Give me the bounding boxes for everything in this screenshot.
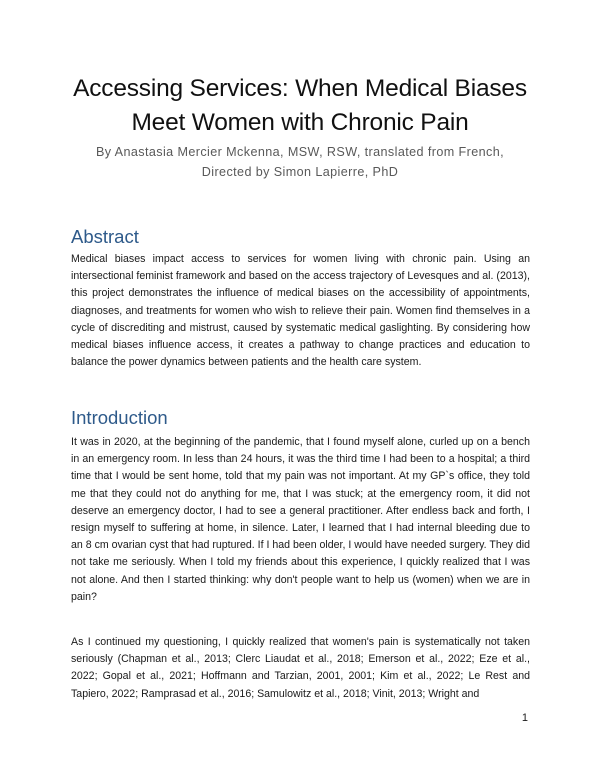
introduction-heading: Introduction [71, 407, 168, 428]
introduction-paragraph-1: It was in 2020, at the beginning of the pandemic, that I found myself alone, curled up on a bench in an emergency room. In less than 24 hours, it was the third time I had been to a hospital; a third time that I would be sent home, told that my pain was not important. At my GP`s office, they told me that they could not do anything for me, that I was stuck; at the emergency room, it did not deserve an emergency doctor, I had to see a general practitioner. After endless back and forth, I resign myself to suffering at home, in silence. Later, I learned that I had internal bleeding due to an 8 cm ovarian cyst that had ruptured. If I had been older, I would have needed surgery. They did not take me seriously. When I told my friends about this experience, I quickly realized that I was not alone. And then I started thinking: why don't people want to help us (women) when we are in pain? [71, 436, 530, 603]
document-title [40, 72, 560, 140]
byline-line-1: By Anastasia Mercier Mckenna, MSW, RSW, translated from French, [95, 145, 505, 159]
byline-line-2: Directed by Simon Lapierre, PhD [201, 165, 399, 179]
abstract-heading: Abstract [71, 226, 139, 247]
title-line-1: Accessing Services: When Medical Biases [73, 75, 527, 102]
author-byline [40, 142, 560, 182]
introduction-paragraph-2: As I continued my questioning, I quickly realized that women's pain is systematically not taken seriously (Chapman et al., 2013; Clerc Liaudat et al., 2018; Emerson et al., 2022; Eze et al., 2022; Gopal et al., 2021; Hoffmann and Tarzian, 2001, 2001; Kim et al., 2022; Le Rest and Tapiero, 2022; Ramprasad et al., 2016; Samulowitz et al., 2018; Vinit, 2013; Wright and [71, 636, 530, 700]
page-number: 1 [521, 712, 528, 724]
abstract-paragraph: Medical biases impact access to services for women living with chronic pain. Using an intersectional feminist framework and based on the access trajectory of Levesques and al. (2013), this project demonstrates the influence of medical biases on the accessibility of appointments, diagnoses, and treatments for women who wish to relieve their pain. Women find themselves in a cycle of discrediting and mistrust, caused by systematic medical gaslighting. By considering how medical biases influence access, it creates a pathway to change practices and education to balance the power dynamics between patients and the health care system. [71, 253, 530, 369]
title-line-2: Meet Women with Chronic Pain [131, 109, 469, 136]
